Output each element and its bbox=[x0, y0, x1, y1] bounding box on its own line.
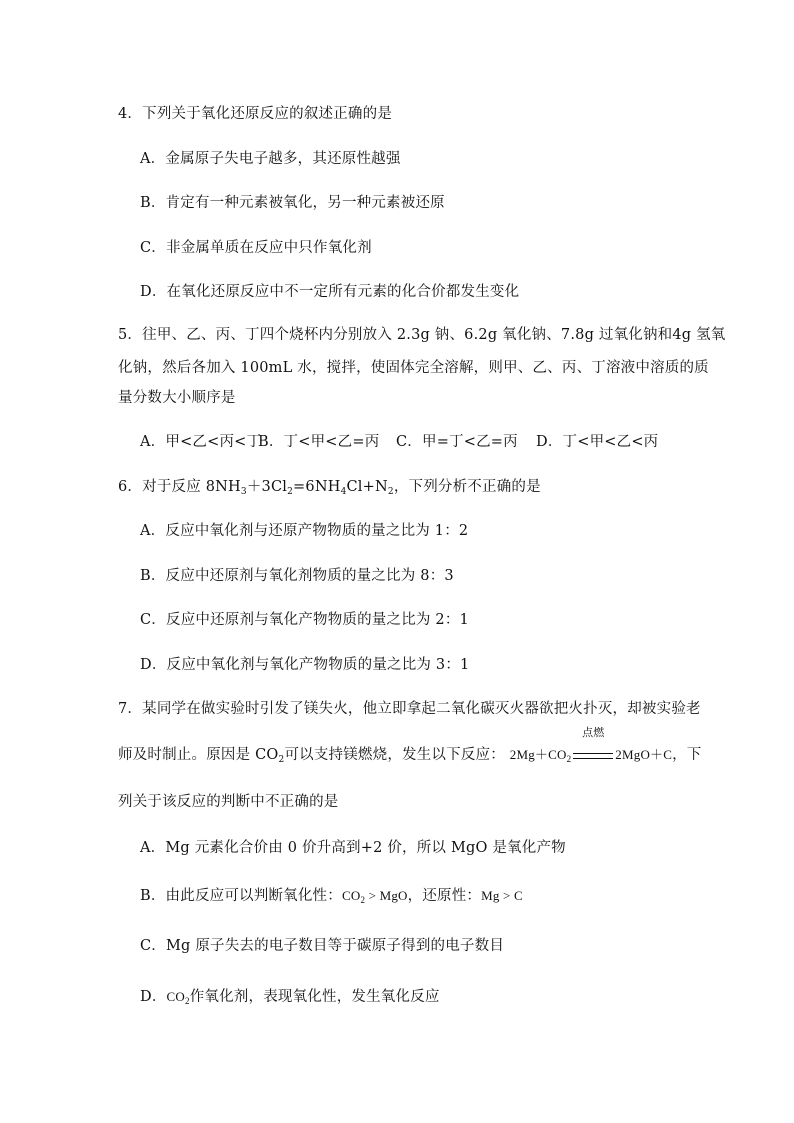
q7-d-suffix: 作氧化剂，表现氧化性，发生氧化反应 bbox=[189, 989, 440, 1005]
q7-b-chem1-rest: > MgO bbox=[365, 888, 408, 903]
eq-left-sub: 2 bbox=[566, 754, 572, 764]
q7-stem-line1: 7．某同学在做实验时引发了镁失火，他立即拿起二氧化碳灭火器欲把火扑灭，却被实验老 bbox=[118, 701, 701, 717]
q7-b-chem1-main: CO bbox=[341, 888, 361, 903]
q7-option-c: C．Mg 原子失去的电子数目等于碳原子得到的电子数目 bbox=[140, 938, 505, 954]
eq-condition: 点燃 bbox=[582, 727, 605, 739]
q6-stem-mid1: ＋3Cl bbox=[246, 479, 288, 495]
q6-sub1: 3 bbox=[240, 487, 247, 497]
q7-option-b bbox=[140, 886, 523, 906]
q6-option-b: B．反应中还原剂与氧化剂物质的量之比为 8：3 bbox=[140, 568, 454, 584]
q7-b-chem1-sub: 2 bbox=[360, 895, 366, 905]
q7-stem-line2 bbox=[118, 727, 702, 765]
q7-d-prefix: D． bbox=[140, 989, 167, 1005]
q7-option-d bbox=[140, 987, 440, 1007]
q7-b-mid: ，还原性： bbox=[407, 888, 482, 904]
q7-d-chem-sub: 2 bbox=[185, 996, 190, 1006]
q7-stem-line3: 列关于该反应的判断中不正确的是 bbox=[118, 794, 339, 810]
eq-right: 2MgO＋C bbox=[615, 747, 673, 762]
q7-b-chem1 bbox=[342, 888, 408, 903]
q6-stem-suffix: ，下列分析不正确的是 bbox=[393, 479, 541, 495]
q5-option-c: C．甲=丁<乙=丙 bbox=[396, 434, 518, 450]
q7-b-chem2: Mg > C bbox=[481, 888, 523, 903]
q6-option-c: C．反应中还原剂与氧化产物物质的量之比为 2：1 bbox=[140, 612, 469, 628]
q6-stem-mid3: Cl+N bbox=[346, 479, 388, 495]
q4-option-a: A．金属原子失电子越多，其还原性越强 bbox=[140, 151, 401, 167]
q5-option-b: B．丁<甲<乙=丙 bbox=[258, 434, 380, 450]
q6-option-a: A．反应中氧化剂与还原产物物质的量之比为 1：2 bbox=[140, 523, 469, 539]
q4-option-d: D．在氧化还原反应中不一定所有元素的化合价都发生变化 bbox=[140, 284, 520, 300]
q5-stem-line2: 化钠，然后各加入 100mL 水，搅拌，使固体完全溶解，则甲、乙、丙、丁溶液中溶质的质 bbox=[118, 360, 709, 376]
q7-line2-sub: 2 bbox=[278, 755, 285, 765]
q6-stem-prefix: 6．对于反应 8NH bbox=[118, 479, 241, 495]
q6-sub3: 4 bbox=[340, 487, 347, 497]
reaction-arrow bbox=[572, 727, 614, 765]
q5-options-row bbox=[140, 432, 658, 452]
q5-stem-line1: 5．往甲、乙、丙、丁四个烧杯内分别放入 2.3g 钠、6.2g 氧化钠、7.8g 过氧化钠和4g 氢氧 bbox=[118, 327, 726, 343]
q6-stem bbox=[118, 477, 541, 497]
eq-left: 2Mg＋CO bbox=[509, 747, 567, 762]
q5-option-a: A．甲<乙<丙<丁 bbox=[140, 434, 262, 450]
q7-d-chem bbox=[167, 989, 190, 1004]
q4-stem: 4．下列关于氧化还原反应的叙述正确的是 bbox=[118, 106, 393, 122]
q5-option-d: D．丁<甲<乙<丙 bbox=[536, 434, 659, 450]
q6-stem-mid2: =6NH bbox=[293, 479, 341, 495]
q7-b-prefix: B．由此反应可以判断氧化性： bbox=[140, 888, 342, 904]
q6-sub2: 2 bbox=[287, 487, 294, 497]
q7-d-chem-main: CO bbox=[166, 989, 185, 1004]
q5-stem-line3: 量分数大小顺序是 bbox=[118, 390, 236, 406]
q7-line2-mid: 可以支持镁燃烧，发生以下反应： bbox=[284, 747, 505, 763]
q6-option-d: D．反应中氧化剂与氧化产物物质的量之比为 3：1 bbox=[140, 657, 470, 673]
q7-line2-prefix: 师及时制止。原因是 CO bbox=[118, 747, 279, 763]
q6-sub4: 2 bbox=[387, 487, 394, 497]
equals-sign bbox=[573, 753, 613, 759]
q7-line2-suffix: ，下 bbox=[672, 747, 702, 763]
chemical-equation bbox=[509, 727, 673, 764]
q7-option-a: A．Mg 元素化合价由 0 价升高到+2 价，所以 MgO 是氧化产物 bbox=[140, 840, 566, 856]
q4-option-b: B．肯定有一种元素被氧化，另一种元素被还原 bbox=[140, 195, 445, 211]
q4-option-c: C．非金属单质在反应中只作氧化剂 bbox=[140, 240, 372, 256]
